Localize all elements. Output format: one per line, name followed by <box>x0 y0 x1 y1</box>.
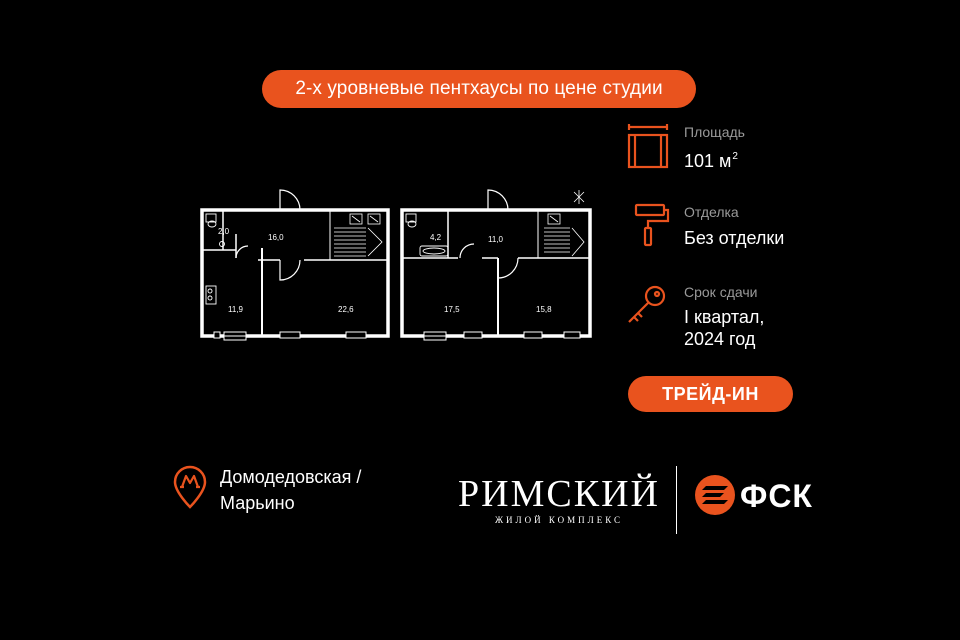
room-area-label: 17,5 <box>444 305 460 314</box>
floorplan-level-2 <box>398 186 598 356</box>
headline-banner: 2-х уровневые пентхаусы по цене студии <box>262 70 696 108</box>
key-icon <box>624 282 672 328</box>
metro-line2: Марьино <box>220 493 295 513</box>
delivery-value-line1: I квартал, <box>684 307 765 327</box>
delivery-value-line2: 2024 год <box>684 329 756 349</box>
metro-line1: Домодедовская / <box>220 467 362 487</box>
info-area <box>624 122 844 172</box>
brand-name: РИМСКИЙ <box>458 473 660 515</box>
info-delivery <box>624 282 844 352</box>
delivery-label: Срок сдачи <box>684 284 758 300</box>
fsk-logo-icon <box>694 474 736 516</box>
area-value: 101 $м^2$ <box>684 151 738 171</box>
doors <box>460 190 518 278</box>
room-area-label: 11,9 <box>228 305 243 314</box>
fixtures <box>406 214 448 256</box>
room-area-label: 22,6 <box>338 305 354 314</box>
room-area-label: 11,0 <box>488 235 503 244</box>
area-label: Площадь <box>684 124 745 140</box>
paint-roller-icon <box>624 202 672 248</box>
brand-subtitle: ЖИЛОЙ КОМПЛЕКС <box>494 515 624 525</box>
brand-divider <box>676 466 677 534</box>
stairs <box>334 214 382 256</box>
metro-station <box>220 464 361 516</box>
info-finish <box>624 202 844 252</box>
room-area-label: 15,8 <box>536 305 552 314</box>
developer-name: ФСК <box>740 478 813 514</box>
stairs <box>544 214 584 256</box>
trade-in-button[interactable]: ТРЕЙД-ИН <box>628 376 793 412</box>
room-area-label: 4,2 <box>430 233 442 242</box>
area-icon <box>624 124 672 170</box>
room-area-label: 2,0 <box>218 227 230 236</box>
compass-icon <box>574 190 584 204</box>
room-area-label: 16,0 <box>268 233 284 242</box>
finish-value: Без отделки <box>684 228 785 248</box>
floorplan-level-1 <box>196 186 392 356</box>
metro-icon <box>172 464 208 510</box>
finish-label: Отделка <box>684 204 739 220</box>
